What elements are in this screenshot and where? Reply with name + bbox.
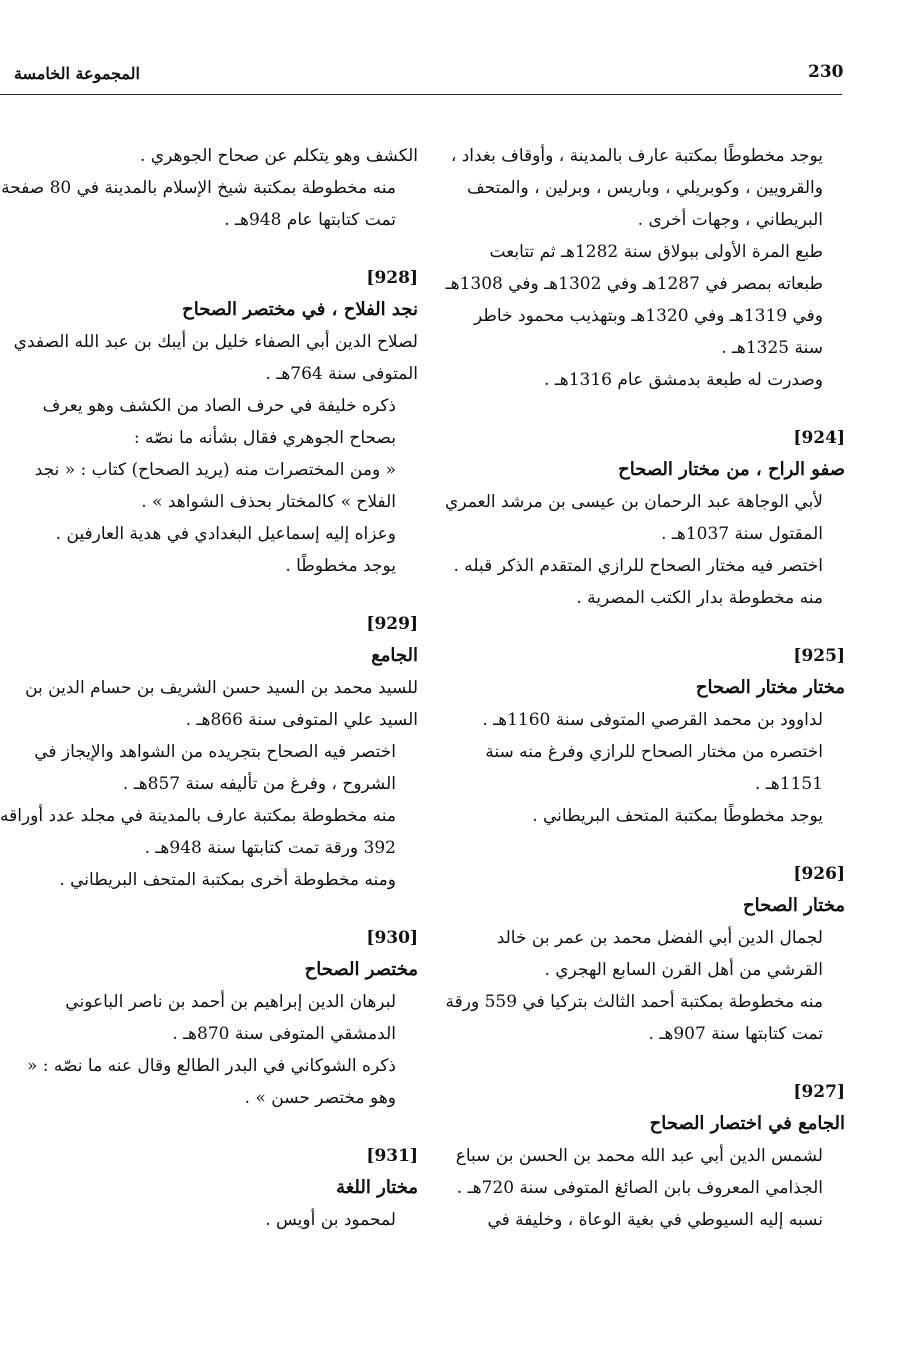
entry-title: الجامع — [371, 645, 418, 666]
paragraph: لجمال الدين أبي الفضل محمد بن عمر بن خالد القرشي من أهل القرن السابع الهجري . — [496, 928, 823, 980]
entry-title: مختصر الصحاح — [304, 959, 418, 980]
paragraph: منه مخطوطة بمكتبة شيخ الإسلام بالمدينة في 80 صفحة تمت كتابتها عام 948هـ . — [1, 178, 396, 230]
paragraph: وصدرت له طبعة بدمشق عام 1316هـ . — [543, 370, 823, 390]
entry-number: [930] — [366, 928, 418, 948]
paragraph: الكشف وهو يتكلم عن صحاح الجوهري . — [140, 146, 418, 166]
entry-number: [929] — [366, 614, 418, 634]
paragraph: يوجد مخطوطًا بمكتبة المتحف البريطاني . — [532, 806, 823, 826]
paragraph: للسيد محمد بن السيد حسن الشريف بن حسام الدين بن السيد علي المتوفى سنة 866هـ . — [25, 678, 418, 730]
paragraph: طبع المرة الأولى ببولاق سنة 1282هـ ثم تتابعت طبعاته بمصر في 1287هـ وفي 1302هـ وفي 1308هـ وفي 1319هـ وفي 1320هـ وبتهذيب محمود خاطر سنة 1325هـ . — [445, 242, 823, 358]
paragraph: ذكره خليفة في حرف الصاد من الكشف وهو يعرف بصحاح الجوهري فقال بشأنه ما نصّه : — [42, 396, 396, 448]
right-column — [445, 140, 845, 1236]
entry-number: [924] — [793, 428, 845, 448]
paragraph: منه مخطوطة بمكتبة أحمد الثالث بتركيا في 559 ورقة تمت كتابتها سنة 907هـ . — [445, 992, 823, 1044]
left-column — [0, 140, 418, 1236]
paragraph: وعزاه إليه إسماعيل البغدادي في هدية العارفين . — [55, 524, 396, 544]
paragraph: لصلاح الدين أبي الصفاء خليل بن أيبك بن عبد الله الصفدي المتوفى سنة 764هـ . — [13, 332, 418, 384]
paragraph: اختصر فيه الصحاح بتجريده من الشواهد والإيجاز في الشروح ، وفرغ من تأليفه سنة 857هـ . — [34, 742, 396, 794]
paragraph: ذكره الشوكاني في البدر الطالع وقال عنه ما نصّه : « وهو مختصر حسن » . — [27, 1056, 396, 1108]
entry-number: [928] — [366, 268, 418, 288]
entry-number: [931] — [366, 1146, 418, 1166]
entry-title: نجد الفلاح ، في مختصر الصحاح — [182, 299, 418, 320]
entry-title: مختار الصحاح — [743, 895, 845, 916]
entry-title: الجامع في اختصار الصحاح — [649, 1113, 845, 1134]
page-number: 230 — [808, 62, 844, 82]
entry-number: [926] — [793, 864, 845, 884]
entry-title: صفو الراح ، من مختار الصحاح — [618, 459, 845, 480]
paragraph: يوجد مخطوطًا . — [285, 556, 396, 576]
entry-title: مختار مختار الصحاح — [695, 677, 845, 698]
paragraph: منه مخطوطة بدار الكتب المصرية . — [576, 588, 823, 608]
entry-number: [927] — [793, 1082, 845, 1102]
paragraph: لأبي الوجاهة عبد الرحمان بن عيسى بن مرشد العمري المقتول سنة 1037هـ . — [445, 492, 823, 544]
running-title: المجموعة الخامسة — [13, 64, 140, 83]
paragraph: نسبه إليه السيوطي في بغية الوعاة ، وخليفة في — [487, 1210, 823, 1230]
paragraph: لداوود بن محمد القرصي المتوفى سنة 1160هـ . — [482, 710, 823, 730]
paragraph: لبرهان الدين إبراهيم بن أحمد بن ناصر الباعوني الدمشقي المتوفى سنة 870هـ . — [65, 992, 396, 1044]
paragraph: لمحمود بن أويس . — [265, 1210, 396, 1230]
paragraph: ومنه مخطوطة أخرى بمكتبة المتحف البريطاني . — [59, 870, 396, 890]
paragraph: اختصر فيه مختار الصحاح للرازي المتقدم الذكر قبله . — [453, 556, 823, 576]
paragraph: يوجد مخطوطًا بمكتبة عارف بالمدينة ، وأوقاف بغداد ، والقرويين ، وكوبريلي ، وباريس ، وبرلين ، والمتحف البريطاني ، وجهات أخرى . — [450, 146, 823, 230]
page-header — [0, 58, 842, 95]
paragraph: اختصره من مختار الصحاح للرازي وفرغ منه سنة 1151هـ . — [485, 742, 823, 794]
paragraph: « ومن المختصرات منه (يريد الصحاح) كتاب : « نجد الفلاح » كالمختار بحذف الشواهد » . — [34, 460, 396, 512]
entry-number: [925] — [793, 646, 845, 666]
paragraph: منه مخطوطة بمكتبة عارف بالمدينة في مجلد عدد أوراقه 392 ورقة تمت كتابتها سنة 948هـ . — [0, 806, 396, 858]
entry-title: مختار اللغة — [336, 1177, 418, 1198]
paragraph: لشمس الدين أبي عبد الله محمد بن الحسن بن سباع الجذامي المعروف بابن الصائغ المتوفى سنة 720هـ . — [455, 1146, 823, 1198]
